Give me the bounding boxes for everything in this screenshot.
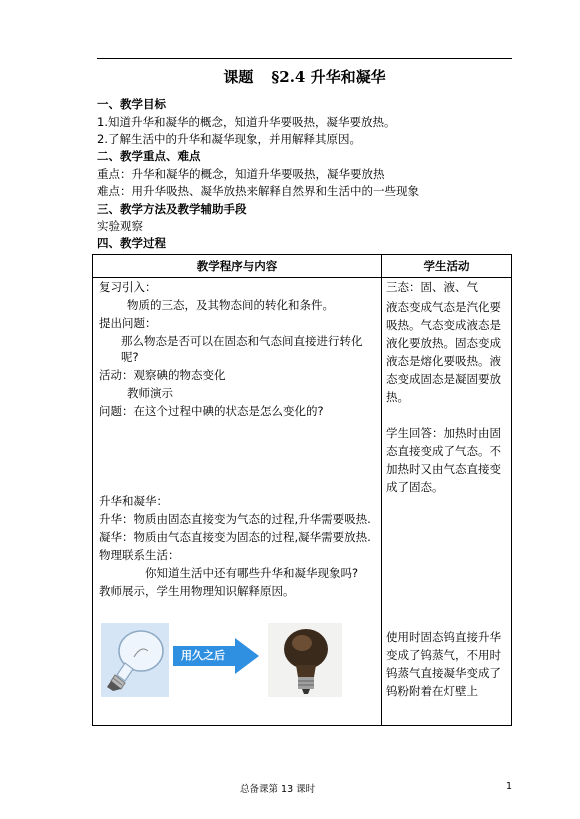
key-heading: 二、教学重点、难点 <box>97 149 201 163</box>
activity-text: 活动：观察碘的物态变化 <box>99 368 226 382</box>
goal-1: 1.知道升华和凝华的概念，知道升华要吸热，凝华要放热。 <box>97 115 396 129</box>
title-prefix: 课题 <box>223 68 254 86</box>
question-label: 提出问题： <box>99 316 157 330</box>
deposition-definition: 凝华：物质由气态直接变为固态的过程,凝华需要放热. <box>99 530 371 544</box>
review-text: 物质的三态，及其物态间的转化和条件。 <box>127 298 334 312</box>
footer-lesson-count: 总备课第 13 课时 <box>240 784 316 795</box>
method-text: 实验观察 <box>97 219 143 233</box>
process-heading: 四、教学过程 <box>97 236 166 250</box>
sublimation-definition: 升华：物质由固态直接变为气态的过程,升华需要吸热. <box>99 512 371 526</box>
life-link-heading: 物理联系生活： <box>99 548 180 562</box>
tungsten-explanation: 使用时固态钨直接升华变成了钨蒸气，不用时钨蒸气直接凝华变成了钨粉附着在灯壁上 <box>386 630 501 698</box>
teacher-demo: 教师演示 <box>127 386 173 400</box>
review-label: 复习引入： <box>99 280 157 294</box>
question-iodine: 问题：在这个过程中碘的状态是怎么变化的? <box>99 404 324 418</box>
question-text: 那么物态是否可以在固态和气态间直接进行转化 <box>121 334 363 348</box>
old-bulb-image <box>268 623 342 697</box>
process-table <box>92 254 512 726</box>
new-bulb-image <box>101 623 169 697</box>
difficulty: 难点：用升华吸热、凝华放热来解释自然界和生活中的一些现象 <box>97 184 419 198</box>
activity-cell <box>382 278 512 726</box>
title-section: §2.4 <box>271 68 306 86</box>
title-name: 升华和凝华 <box>310 68 386 86</box>
student-answer: 学生回答：加热时由固态直接变成了气态。不加热时又由气态直接变成了固态。 <box>386 426 501 494</box>
teacher-show: 教师展示，学生用物理知识解释原因。 <box>99 584 295 598</box>
clear-bulb-icon <box>101 623 169 697</box>
blackened-bulb-icon <box>268 623 342 697</box>
time-arrow <box>173 638 259 674</box>
sublimation-heading: 升华和凝华： <box>99 494 168 508</box>
arrow-label: 用久之后 <box>181 649 225 662</box>
header-rule <box>97 58 512 59</box>
three-states: 三态：固、液、气 <box>386 280 478 294</box>
method-heading: 三、教学方法及教学辅助手段 <box>97 202 247 216</box>
column-header-activity: 学生活动 <box>382 255 512 278</box>
key-point: 重点：升华和凝华的概念，知道升华要吸热，凝华要放热 <box>97 167 385 181</box>
page-title <box>97 66 512 87</box>
life-link-question: 你知道生活中还有哪些升华和凝华现象吗? <box>145 566 359 580</box>
goal-2: 2.了解生活中的升华和凝华现象，并用解释其原因。 <box>97 132 361 146</box>
question-text-cont: 呢? <box>121 350 139 364</box>
state-changes: 液态变成气态是汽化要吸热。气态变成液态是液化要放热。固态变成液态是熔化要吸热。液态变成固态是凝固要放热。 <box>386 300 501 404</box>
goals-heading: 一、教学目标 <box>97 97 166 111</box>
page-number: 1 <box>506 781 513 792</box>
column-header-content: 教学程序与内容 <box>93 255 382 278</box>
content-cell <box>93 278 382 726</box>
